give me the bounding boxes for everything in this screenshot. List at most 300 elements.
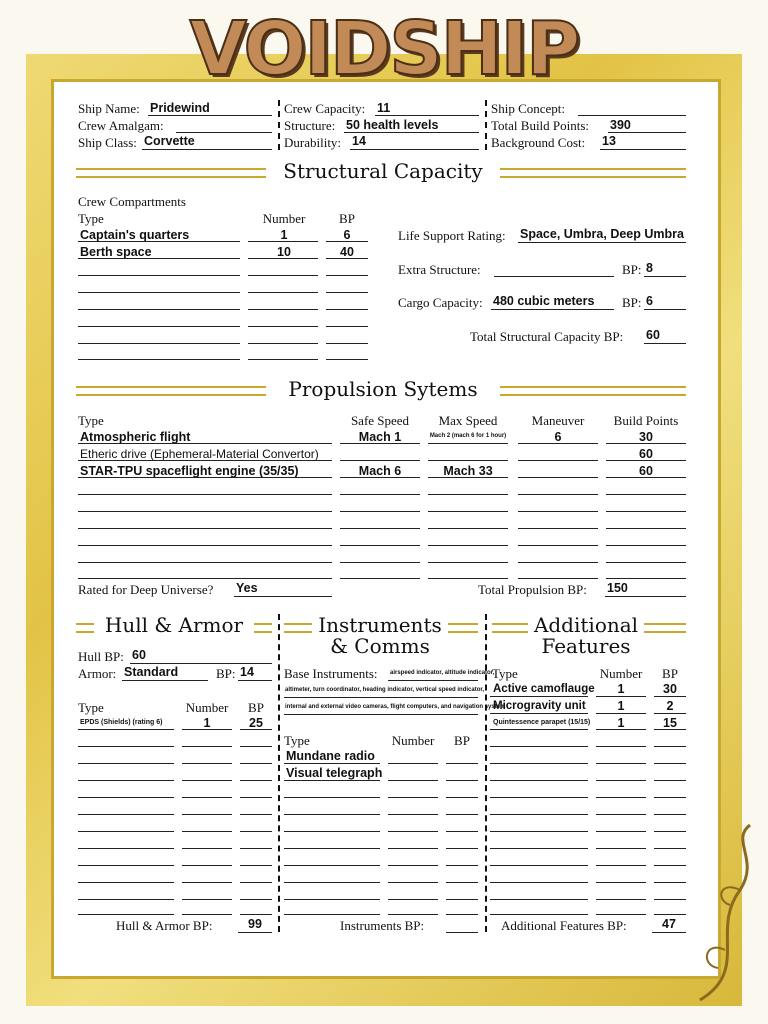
hull-item-bp[interactable]: 25	[249, 716, 263, 730]
durability-line	[350, 149, 479, 150]
additional-total-line	[652, 932, 686, 933]
row-line	[248, 309, 318, 310]
row-line	[284, 914, 380, 915]
row-line	[78, 797, 174, 798]
col-bp: BP	[248, 700, 264, 715]
ship-concept-label: Ship Concept:	[491, 101, 566, 116]
vine-flourish-ornament	[690, 820, 760, 1010]
crew-compartments-label: Crew Compartments	[78, 194, 186, 209]
row-line	[596, 746, 646, 747]
armor-bp-field[interactable]: 14	[240, 665, 254, 679]
row-line	[654, 763, 686, 764]
row-line	[388, 797, 438, 798]
ship-name-label: Ship Name:	[78, 101, 140, 116]
hull-item-number[interactable]: 1	[203, 716, 211, 730]
header-bar	[76, 386, 266, 396]
row-line	[446, 831, 478, 832]
row-line	[388, 865, 438, 866]
row-line	[490, 713, 588, 714]
row-line	[78, 309, 240, 310]
row-line	[428, 460, 508, 461]
row-line	[284, 814, 380, 815]
row-line	[248, 326, 318, 327]
row-line	[78, 528, 332, 529]
propulsion-type[interactable]: Etheric drive (Ephemeral-Material Convertor)	[80, 447, 319, 461]
row-line	[596, 713, 646, 714]
row-line	[182, 797, 232, 798]
row-line	[248, 258, 318, 259]
row-line	[240, 814, 272, 815]
hull-armor-header: Hull & Armor	[104, 613, 244, 637]
background-cost-label: Background Cost:	[491, 135, 586, 150]
col-maneuver: Maneuver	[531, 413, 585, 428]
feature-type[interactable]: Quintessence parapet (15/15)	[493, 719, 591, 726]
row-line	[240, 797, 272, 798]
row-line	[248, 275, 318, 276]
crew-capacity-label: Crew Capacity:	[284, 101, 366, 116]
row-line	[654, 831, 686, 832]
row-line	[654, 865, 686, 866]
cargo-line	[491, 309, 614, 310]
row-line	[490, 831, 588, 832]
armor-line	[122, 680, 208, 681]
propulsion-bp[interactable]: 30	[639, 430, 653, 444]
base-line	[284, 714, 478, 715]
cargo-field[interactable]: 480 cubic meters	[493, 294, 595, 308]
row-line	[78, 746, 174, 747]
base-instruments-label: Base Instruments:	[284, 666, 378, 681]
ship-class-line	[142, 149, 272, 150]
row-line	[240, 899, 272, 900]
row-line	[446, 914, 478, 915]
col-type: Type	[284, 733, 310, 748]
row-line	[248, 359, 318, 360]
row-line	[654, 713, 686, 714]
row-line	[596, 831, 646, 832]
row-line	[340, 477, 420, 478]
extra-structure-label: Extra Structure:	[398, 262, 481, 277]
header-bar	[500, 386, 686, 396]
instruments-total-label: Instruments BP:	[340, 918, 425, 933]
col-bp: BP	[662, 666, 678, 681]
row-line	[596, 914, 646, 915]
row-line	[388, 814, 438, 815]
row-line	[78, 359, 240, 360]
feature-number[interactable]: 1	[617, 682, 625, 696]
top-divider-1	[278, 100, 280, 150]
col-number: Number	[185, 700, 229, 715]
row-line	[654, 882, 686, 883]
row-line	[490, 865, 588, 866]
col-number: Number	[599, 666, 643, 681]
base-line	[388, 680, 478, 681]
row-line	[388, 882, 438, 883]
feature-bp[interactable]: 30	[663, 682, 677, 696]
row-line	[388, 780, 438, 781]
armor-bp-line	[238, 680, 272, 681]
crew-capacity-field[interactable]: 11	[377, 101, 391, 115]
header-bar	[76, 623, 94, 633]
row-line	[596, 763, 646, 764]
row-line	[596, 797, 646, 798]
row-line	[596, 865, 646, 866]
row-line	[284, 797, 380, 798]
crew-capacity-line	[375, 115, 479, 116]
total-bp-line	[608, 132, 686, 133]
row-line	[388, 848, 438, 849]
row-line	[490, 914, 588, 915]
row-line	[446, 882, 478, 883]
row-line	[518, 578, 598, 579]
row-line	[388, 899, 438, 900]
row-line	[518, 562, 598, 563]
ship-name-field[interactable]: Pridewind	[150, 101, 210, 115]
propulsion-maneuver[interactable]: 6	[554, 430, 562, 444]
total-bp-label: Total Build Points:	[491, 118, 590, 133]
header-bar	[492, 623, 528, 633]
row-line	[78, 899, 174, 900]
row-line	[446, 899, 478, 900]
row-line	[428, 443, 508, 444]
ship-class-label: Ship Class:	[78, 135, 137, 150]
durability-label: Durability:	[284, 135, 342, 150]
row-line	[182, 729, 232, 730]
row-line	[606, 511, 686, 512]
row-line	[446, 763, 478, 764]
structure-field[interactable]: 50 health levels	[346, 118, 439, 132]
cargo-bp-line	[644, 309, 686, 310]
propulsion-type[interactable]: STAR-TPU spaceflight engine (35/35)	[80, 464, 299, 478]
row-line	[428, 477, 508, 478]
row-line	[182, 763, 232, 764]
instruments-total-line	[446, 932, 478, 933]
col-max-speed: Max Speed	[438, 413, 498, 428]
cargo-bp-field[interactable]: 6	[646, 294, 653, 308]
additional-header: Additional	[533, 613, 639, 637]
header-bar	[284, 623, 312, 633]
hull-total-line	[238, 932, 272, 933]
row-line	[78, 258, 240, 259]
row-line	[182, 831, 232, 832]
compartment-number[interactable]: 10	[277, 245, 291, 259]
row-line	[446, 814, 478, 815]
deep-universe-field[interactable]: Yes	[236, 581, 258, 595]
row-line	[490, 729, 588, 730]
crew-amalgam-label: Crew Amalgam:	[78, 118, 164, 133]
row-line	[428, 511, 508, 512]
header-bar	[76, 168, 266, 178]
row-line	[446, 780, 478, 781]
row-line	[606, 562, 686, 563]
base-instruments-line1[interactable]: airspeed indicator, altitude indicator,	[390, 670, 495, 676]
background-cost-line	[600, 149, 686, 150]
total-bp-field[interactable]: 390	[610, 118, 631, 132]
propulsion-safe-speed[interactable]: Mach 1	[358, 430, 402, 444]
row-line	[518, 460, 598, 461]
row-line	[284, 899, 380, 900]
row-line	[654, 914, 686, 915]
hull-total-field[interactable]: 99	[248, 917, 262, 931]
base-line	[284, 697, 478, 698]
row-line	[654, 780, 686, 781]
row-line	[428, 562, 508, 563]
row-line	[490, 899, 588, 900]
row-line	[490, 882, 588, 883]
col-type: Type	[78, 413, 104, 428]
row-line	[326, 359, 368, 360]
feature-number[interactable]: 1	[617, 716, 625, 730]
row-line	[340, 511, 420, 512]
compartment-type[interactable]: Berth space	[80, 245, 152, 259]
crew-amalgam-line	[176, 132, 272, 133]
row-line	[78, 914, 174, 915]
row-line	[596, 899, 646, 900]
durability-field[interactable]: 14	[352, 134, 366, 148]
row-line	[182, 899, 232, 900]
row-line	[326, 258, 368, 259]
extra-bp-label: BP:	[622, 262, 642, 277]
structure-line	[344, 132, 479, 133]
col-type: Type	[78, 211, 104, 226]
col-bp: BP	[454, 733, 470, 748]
col-safe-speed: Safe Speed	[350, 413, 410, 428]
row-line	[78, 578, 332, 579]
hull-bp-field[interactable]: 60	[132, 648, 146, 662]
row-line	[78, 729, 174, 730]
comms-header: & Comms	[330, 634, 430, 658]
feature-bp[interactable]: 15	[663, 716, 677, 730]
row-line	[654, 729, 686, 730]
total-structural-line	[644, 343, 686, 344]
base-instruments-line2[interactable]: altimeter, turn coordinator, heading indicator, vertical speed indicator,	[285, 687, 485, 693]
propulsion-bp[interactable]: 60	[639, 447, 653, 461]
row-line	[326, 326, 368, 327]
row-line	[596, 814, 646, 815]
compartment-type[interactable]: Captain's quarters	[80, 228, 190, 242]
row-line	[240, 763, 272, 764]
col-bp: BP	[339, 211, 355, 226]
row-line	[606, 460, 686, 461]
row-line	[428, 494, 508, 495]
extra-bp-line	[644, 276, 686, 277]
propulsion-safe-speed[interactable]: Mach 6	[358, 464, 402, 478]
row-line	[78, 763, 174, 764]
armor-label: Armor:	[78, 666, 117, 681]
additional-total-label: Additional Features BP:	[501, 918, 627, 933]
row-line	[340, 443, 420, 444]
propulsion-max-speed[interactable]: Mach 33	[443, 464, 493, 478]
total-propulsion-label: Total Propulsion BP:	[478, 582, 587, 597]
total-structural-label: Total Structural Capacity BP:	[470, 329, 624, 344]
total-propulsion-field[interactable]: 150	[607, 581, 628, 595]
extra-structure-line	[494, 276, 614, 277]
row-line	[78, 814, 174, 815]
row-line	[606, 494, 686, 495]
row-line	[340, 545, 420, 546]
row-line	[518, 511, 598, 512]
header-bar	[448, 623, 478, 633]
row-line	[182, 780, 232, 781]
row-line	[490, 696, 588, 697]
sheet-title: VOIDSHIP	[189, 6, 579, 92]
features-header: Features	[541, 634, 631, 658]
hull-total-label: Hull & Armor BP:	[116, 918, 213, 933]
hull-bp-label: Hull BP:	[78, 649, 124, 664]
row-line	[654, 848, 686, 849]
background-cost-field[interactable]: 13	[602, 134, 616, 148]
row-line	[340, 528, 420, 529]
col-number: Number	[262, 211, 306, 226]
row-line	[78, 241, 240, 242]
row-line	[596, 882, 646, 883]
row-line	[78, 562, 332, 563]
row-line	[240, 729, 272, 730]
row-line	[182, 848, 232, 849]
row-line	[284, 763, 380, 764]
ship-class-field[interactable]: Corvette	[144, 134, 195, 148]
row-line	[78, 343, 240, 344]
row-line	[182, 746, 232, 747]
row-line	[388, 914, 438, 915]
col-type: Type	[78, 700, 104, 715]
row-line	[182, 914, 232, 915]
row-line	[78, 865, 174, 866]
col-number: Number	[391, 733, 435, 748]
row-line	[654, 797, 686, 798]
row-line	[284, 831, 380, 832]
row-line	[654, 696, 686, 697]
row-line	[78, 882, 174, 883]
propulsion-type[interactable]: Atmospheric flight	[80, 430, 191, 444]
row-line	[240, 848, 272, 849]
row-line	[490, 746, 588, 747]
row-line	[182, 814, 232, 815]
row-line	[78, 326, 240, 327]
propulsion-max-speed[interactable]: Mach 2 (mach 6 for 1 hour)	[429, 433, 507, 439]
hull-bp-line	[130, 663, 272, 664]
row-line	[340, 460, 420, 461]
row-line	[490, 797, 588, 798]
feature-bp[interactable]: 2	[666, 699, 674, 713]
compartment-number[interactable]: 1	[280, 228, 288, 242]
row-line	[606, 443, 686, 444]
instrument-type[interactable]: Visual telegraph	[286, 766, 383, 780]
row-line	[182, 882, 232, 883]
row-line	[78, 292, 240, 293]
row-line	[606, 477, 686, 478]
row-line	[78, 831, 174, 832]
row-line	[78, 780, 174, 781]
row-line	[326, 275, 368, 276]
header-bar	[644, 623, 686, 633]
row-line	[606, 528, 686, 529]
row-line	[446, 848, 478, 849]
row-line	[284, 780, 380, 781]
ship-concept-line	[578, 115, 686, 116]
feature-number[interactable]: 1	[617, 699, 625, 713]
ship-name-line	[148, 115, 272, 116]
row-line	[428, 528, 508, 529]
life-support-line	[518, 242, 686, 243]
propulsion-header: Propulsion Sytems	[288, 377, 478, 401]
row-line	[284, 848, 380, 849]
row-line	[490, 780, 588, 781]
cargo-label: Cargo Capacity:	[398, 295, 483, 310]
row-line	[78, 477, 332, 478]
propulsion-bp[interactable]: 60	[639, 464, 653, 478]
column-divider-1	[278, 614, 280, 932]
feature-type[interactable]: Active camoflauge	[493, 683, 595, 695]
row-line	[490, 848, 588, 849]
row-line	[248, 292, 318, 293]
instrument-type[interactable]: Mundane radio	[286, 749, 375, 763]
row-line	[240, 746, 272, 747]
extra-bp-field[interactable]: 8	[646, 261, 653, 275]
col-type: Type	[492, 666, 518, 681]
row-line	[78, 848, 174, 849]
row-line	[518, 443, 598, 444]
row-line	[326, 343, 368, 344]
row-line	[596, 848, 646, 849]
base-instruments-line3[interactable]: internal and external video cameras, flight computers, and navigation system	[285, 704, 506, 710]
sheet-page	[54, 82, 718, 976]
row-line	[182, 865, 232, 866]
compartment-bp[interactable]: 6	[343, 228, 351, 242]
row-line	[340, 494, 420, 495]
row-line	[240, 882, 272, 883]
row-line	[388, 763, 438, 764]
armor-field[interactable]: Standard	[124, 665, 179, 679]
row-line	[428, 578, 508, 579]
row-line	[248, 343, 318, 344]
row-line	[490, 763, 588, 764]
row-line	[428, 545, 508, 546]
total-structural-field[interactable]: 60	[646, 328, 660, 342]
row-line	[518, 494, 598, 495]
armor-bp-label: BP:	[216, 666, 236, 681]
row-line	[78, 443, 332, 444]
row-line	[240, 865, 272, 866]
row-line	[78, 545, 332, 546]
row-line	[240, 831, 272, 832]
row-line	[606, 578, 686, 579]
row-line	[326, 241, 368, 242]
row-line	[248, 241, 318, 242]
hull-item-type[interactable]: EPDS (Shields) (rating 6)	[80, 719, 163, 726]
row-line	[596, 729, 646, 730]
row-line	[284, 865, 380, 866]
life-support-field[interactable]: Space, Umbra, Deep Umbra	[520, 227, 684, 241]
instruments-header: Instruments	[318, 613, 442, 637]
row-line	[446, 797, 478, 798]
row-line	[606, 545, 686, 546]
deep-universe-label: Rated for Deep Universe?	[78, 582, 214, 597]
structural-header: Structural Capacity	[283, 159, 483, 183]
cargo-bp-label: BP:	[622, 295, 642, 310]
top-divider-2	[485, 100, 487, 150]
additional-total-field[interactable]: 47	[662, 917, 676, 931]
compartment-bp[interactable]: 40	[340, 245, 354, 259]
row-line	[490, 814, 588, 815]
row-line	[78, 275, 240, 276]
row-line	[340, 578, 420, 579]
row-line	[446, 865, 478, 866]
row-line	[78, 494, 332, 495]
row-line	[518, 545, 598, 546]
feature-type[interactable]: Microgravity unit	[493, 700, 586, 712]
row-line	[654, 899, 686, 900]
row-line	[78, 460, 332, 461]
